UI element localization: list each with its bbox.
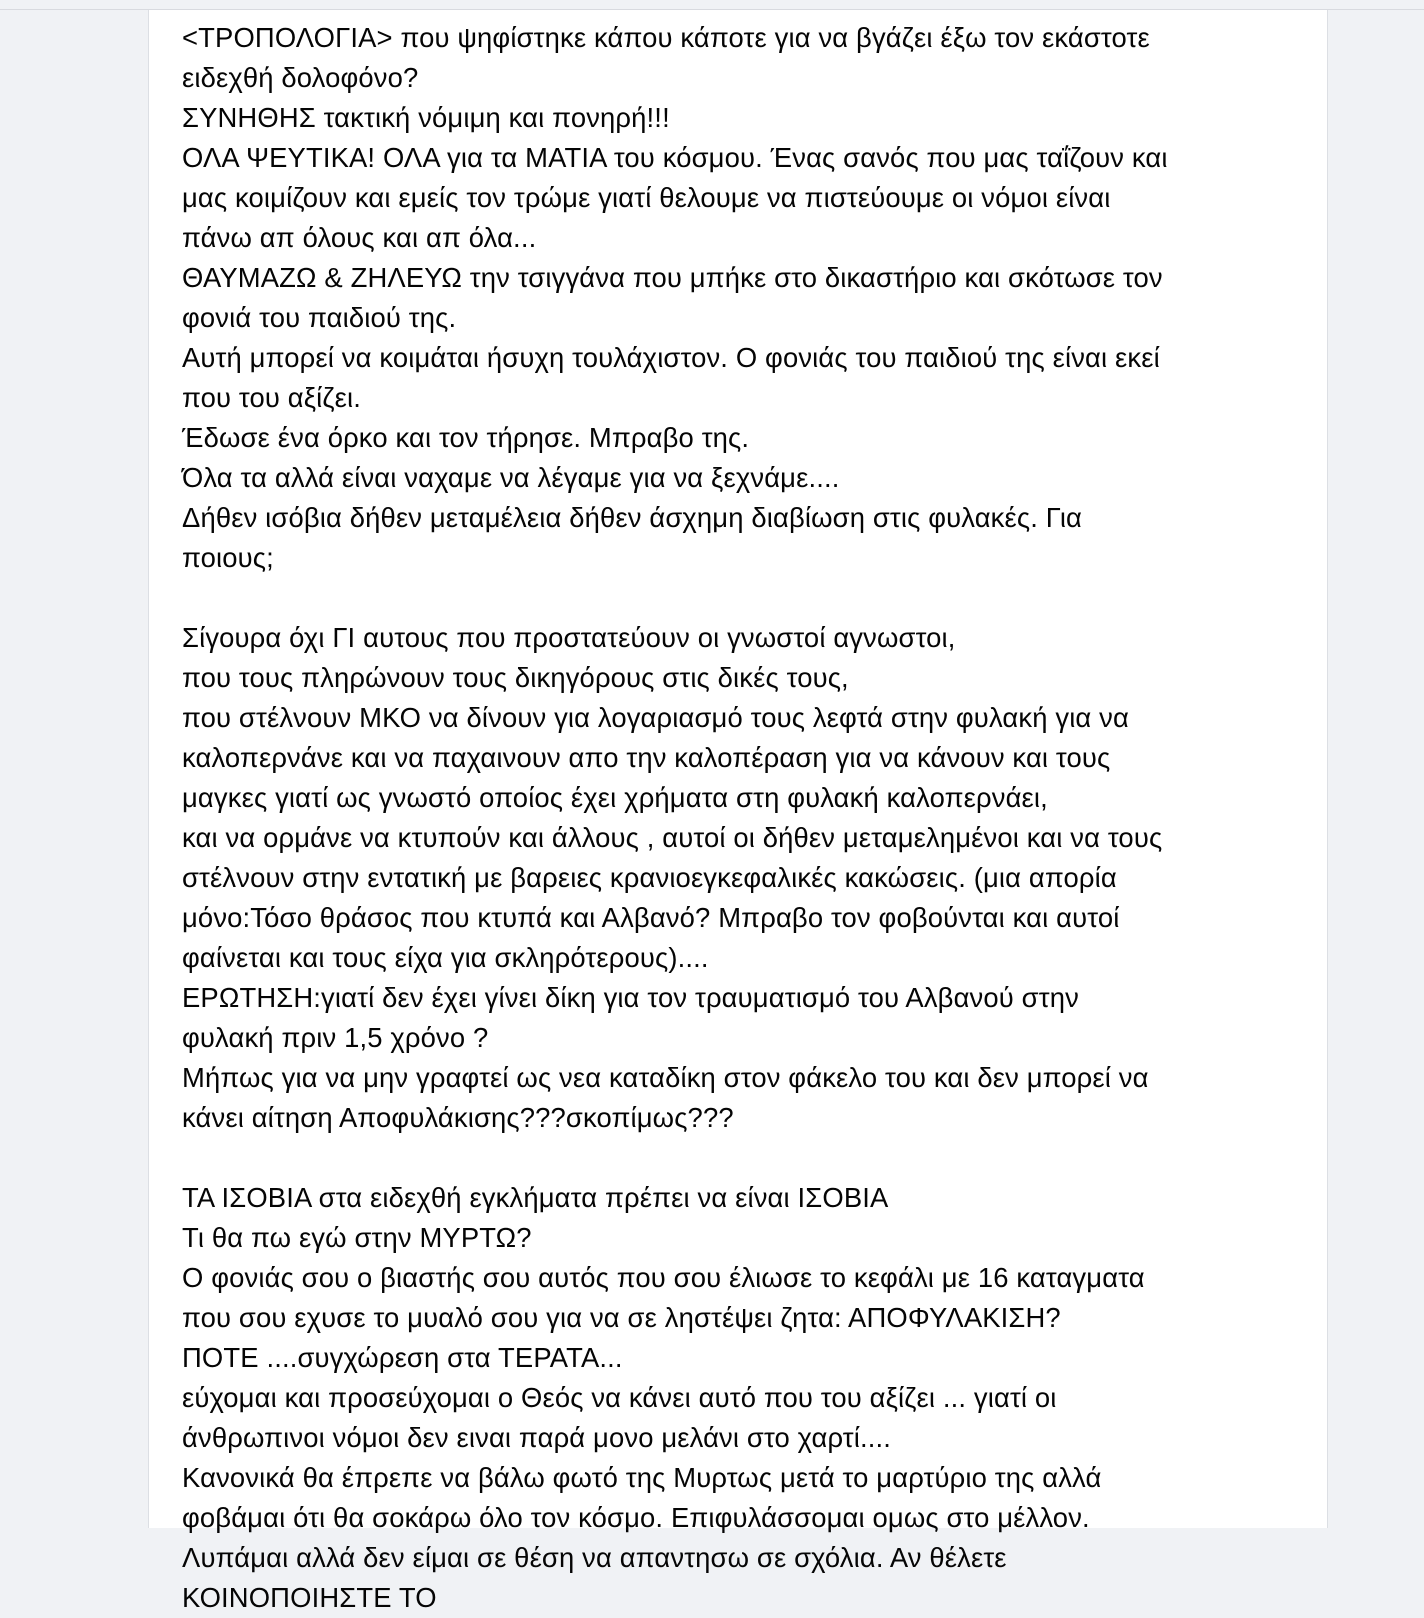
post-text-line: που τους πληρώνουν τους δικηγόρους στις δικές τους, [182, 662, 849, 693]
post-text-line: μόνο:Τόσο θράσος που κτυπά και Αλβανό? Μπραβο τον φοβούνται και αυτοί [182, 902, 1120, 933]
post-text-line: Όλα τα αλλά είναι ναχαμε να λέγαμε για να ξεχνάμε.... [182, 462, 840, 493]
post-text-line: ΠΟΤΕ ....συγχώρεση στα ΤΕΡΑΤΑ... [182, 1342, 623, 1373]
post-text-line: μαγκες γιατί ως γνωστό οποίος έχει χρήματα στη φυλακή καλοπερνάει, [182, 782, 1048, 813]
post-text-line: που του αξίζει. [182, 382, 362, 413]
post-text-line: άνθρωπινοι νόμοι δεν ειναι παρά μονο μελάνι στο χαρτί.... [182, 1422, 892, 1453]
paragraph-gap [182, 578, 1312, 618]
post-text-line: καλοπερνάνε και να παχαινουν απο την καλοπέραση για να κάνουν και τους [182, 742, 1111, 773]
post-text-line: φοβάμαι ότι θα σοκάρω όλο τον κόσμο. Επιφυλάσσομαι ομως στο μέλλον. [182, 1502, 1090, 1533]
post-text-line: φονιά του παιδιού της. [182, 302, 457, 333]
post-text-line: Τι θα πω εγώ στην ΜΥΡΤΩ? [182, 1222, 532, 1253]
post-text-line: μας κοιμίζουν και εμείς τον τρώμε γιατί θελουμε να πιστεύουμε οι νόμοι είναι [182, 182, 1111, 213]
post-text-line: πάνω απ όλους και απ όλα... [182, 222, 537, 253]
top-divider [0, 0, 1424, 10]
post-text-line: Μήπως για να μην γραφτεί ως νεα καταδίκη στον φάκελο του και δεν μπορεί να [182, 1062, 1149, 1093]
post-text-line: φαίνεται και τους είχα για σκληρότερους).... [182, 942, 709, 973]
post-text-line: Αυτή μπορεί να κοιμάται ήσυχη τουλάχιστον. Ο φονιάς του παιδιού της είναι εκεί [182, 342, 1160, 373]
post-text-line: Δήθεν ισόβια δήθεν μεταμέλεια δήθεν άσχημη διαβίωση στις φυλακές. Για [182, 502, 1083, 533]
post-text-line: Σίγουρα όχι ΓΙ αυτους που προστατεύουν οι γνωστοί αγνωστοι, [182, 622, 956, 653]
post-text-line: στέλνουν στην εντατική με βαρειες κρανιοεγκεφαλικές κακώσεις. (μια απορία [182, 862, 1117, 893]
post-text-line: και να ορμάνε να κτυπούν και άλλους , αυτοί οι δήθεν μεταμελημένοι και να τους [182, 822, 1163, 853]
post-text-line: ποιους; [182, 542, 274, 573]
post-text-line: ΤΑ ΙΣΟΒΙΑ στα ειδεχθή εγκλήματα πρέπει να είναι ΙΣΟΒΙΑ [182, 1182, 889, 1213]
post-text-line: ΣΥΝΗΘΗΣ τακτική νόμιμη και πονηρή!!! [182, 102, 670, 133]
post-text [182, 18, 1312, 1618]
paragraph-gap [182, 1138, 1312, 1178]
post-text-line: Έδωσε ένα όρκο και τον τήρησε. Μπραβο της. [182, 422, 750, 453]
post-card [148, 10, 1328, 1613]
post-text-line: εύχομαι και προσεύχομαι ο Θεός να κάνει αυτό που του αξίζει ... γιατί οι [182, 1382, 1057, 1413]
post-text-line: κάνει αίτηση Αποφυλάκισης???σκοπίμως??? [182, 1102, 734, 1133]
post-text-line: ΟΛΑ ΨΕΥΤΙΚΑ! ΟΛΑ για τα ΜΑΤΙΑ του κόσμου. Ένας σανός που μας ταΐζουν και [182, 142, 1168, 173]
post-text-line: ΚΟΙΝΟΠΟΙΗΣΤΕ ΤΟ [182, 1582, 437, 1613]
post-text-line: ειδεχθή δολοφόνο? [182, 62, 419, 93]
post-text-line: Λυπάμαι αλλά δεν είμαι σε θέση να απαντησω σε σχόλια. Αν θέλετε [182, 1542, 1007, 1573]
post-text-line: φυλακή πριν 1,5 χρόνο ? [182, 1022, 489, 1053]
post-text-line: ΕΡΩΤΗΣΗ:γιατί δεν έχει γίνει δίκη για τον τραυματισμό του Αλβανού στην [182, 982, 1079, 1013]
post-text-line: ΘΑΥΜΑΖΩ & ΖΗΛΕΥΩ την τσιγγάνα που μπήκε στο δικαστήριο και σκότωσε τον [182, 262, 1163, 293]
post-text-line: που στέλνουν ΜΚΟ να δίνουν για λογαριασμό τους λεφτά στην φυλακή για να [182, 702, 1129, 733]
post-text-line: Ο φονιάς σου ο βιαστής σου αυτός που σου έλιωσε το κεφάλι με 16 καταγματα [182, 1262, 1145, 1293]
post-text-line: <ΤΡΟΠΟΛΟΓΙΑ> που ψηφίστηκε κάπου κάποτε για να βγάζει έξω τον εκάστοτε [182, 22, 1150, 53]
post-text-line: που σου εχυσε το μυαλό σου για να σε ληστέψει ζητα: ΑΠΟΦΥΛΑΚΙΣΗ? [182, 1302, 1061, 1333]
post-text-line: Κανονικά θα έπρεπε να βάλω φωτό της Μυρτως μετά το μαρτύριο της αλλά [182, 1462, 1102, 1493]
